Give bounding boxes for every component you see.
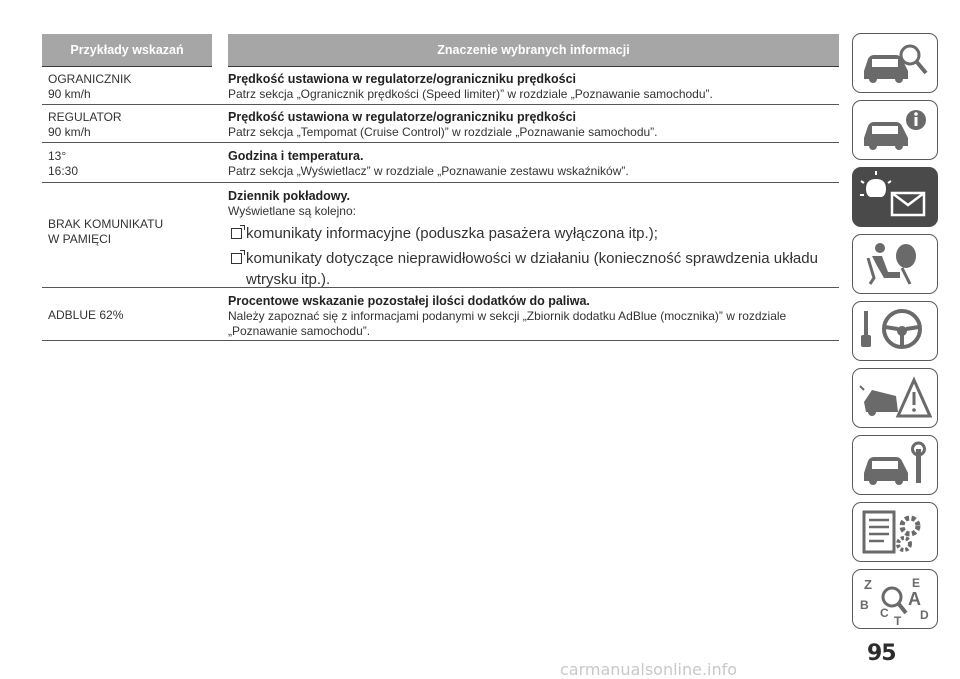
- header-meaning: Znaczenie wybranych informacji: [228, 34, 839, 67]
- watermark-text: carmanualsonline.info: [560, 660, 738, 679]
- alphabet-index-icon: [858, 573, 932, 625]
- table-header: [42, 34, 839, 67]
- example-cell: [42, 149, 228, 182]
- row-description: Patrz sekcja „Wyświetlacz” w rozdziale „Poznawanie zestawu wskaźników”.: [228, 164, 629, 178]
- car-info-icon: [858, 104, 932, 156]
- checkbox-bullet-icon: [231, 228, 242, 239]
- example-line: ADBLUE 62%: [48, 308, 124, 322]
- page-number: 95: [867, 641, 896, 666]
- example-line: W PAMIĘCI: [48, 232, 112, 246]
- car-wrench-icon: [858, 439, 932, 491]
- list-item: komunikaty informacyjne (poduszka pasażera wyłączona itp.);: [228, 223, 839, 244]
- tab-car-overview[interactable]: [852, 33, 938, 93]
- tab-safety[interactable]: [852, 234, 938, 294]
- row-title: Godzina i temperatura.: [228, 149, 364, 163]
- index-letter: T: [894, 614, 902, 625]
- tab-warning-lights[interactable]: [852, 167, 938, 227]
- info-table: [42, 34, 839, 341]
- meaning-cell: [228, 294, 839, 340]
- index-letter: C: [880, 606, 889, 620]
- index-letter: D: [920, 608, 929, 622]
- row-title: Procentowe wskazanie pozostałej ilości dodatków do paliwa.: [228, 294, 590, 308]
- airbag-seat-icon: [858, 238, 932, 290]
- index-letter: B: [860, 598, 869, 612]
- warning-light-message-icon: [858, 171, 932, 223]
- table-row: [42, 105, 839, 143]
- index-letter: E: [912, 576, 921, 590]
- index-letter: Z: [864, 577, 872, 592]
- table-row: [42, 288, 839, 341]
- example-line: BRAK KOMUNIKATU: [48, 217, 164, 231]
- tab-technical-data[interactable]: [852, 502, 938, 562]
- tab-maintenance[interactable]: [852, 435, 938, 495]
- table-row: [42, 67, 839, 105]
- example-cell: [42, 72, 228, 104]
- meaning-cell: [228, 189, 839, 287]
- chapter-tabs: [852, 33, 940, 636]
- example-line: REGULATOR: [48, 110, 122, 124]
- row-description: Należy zapoznać się z informacjami podanymi w sekcji „Zbiornik dodatku AdBlue (mocznika)” w rozdziale „Poznawanie samochodu”.: [228, 309, 787, 338]
- example-cell: [42, 110, 228, 142]
- list-item: komunikaty dotyczące nieprawidłowości w działaniu (konieczność sprawdzenia układu wtrysku itp.).: [228, 248, 839, 290]
- index-letter: A: [908, 589, 921, 609]
- row-title: Prędkość ustawiona w regulatorze/ograniczniku prędkości: [228, 110, 577, 124]
- example-cell: [42, 294, 228, 340]
- example-line: 90 km/h: [48, 87, 91, 101]
- key-steering-wheel-icon: [858, 305, 932, 357]
- example-line: 13°: [48, 149, 67, 163]
- car-magnifier-icon: [858, 37, 932, 89]
- row-description: Patrz sekcja „Ogranicznik prędkości (Speed limiter)” w rozdziale „Poznawanie samochodu”.: [228, 87, 713, 101]
- row-description: Patrz sekcja „Tempomat (Cruise Control)” w rozdziale „Poznawanie samochodu”.: [228, 125, 658, 139]
- example-line: OGRANICZNIK: [48, 72, 132, 86]
- meaning-cell: [228, 72, 839, 104]
- car-accident-warning-icon: [858, 372, 932, 424]
- table-row: [42, 183, 839, 288]
- tab-emergency[interactable]: [852, 368, 938, 428]
- specs-gear-icon: [858, 506, 932, 558]
- tab-car-info[interactable]: [852, 100, 938, 160]
- header-examples: Przykłady wskazań: [42, 34, 212, 67]
- example-cell: [42, 189, 228, 287]
- meaning-cell: [228, 149, 839, 182]
- checkbox-bullet-icon: [231, 253, 242, 264]
- row-description: Wyświetlane są kolejno:: [228, 204, 356, 218]
- tab-index[interactable]: [852, 569, 938, 629]
- table-row: [42, 143, 839, 183]
- row-title: Dziennik pokładowy.: [228, 189, 351, 203]
- example-line: 90 km/h: [48, 125, 91, 139]
- tab-starting-driving[interactable]: [852, 301, 938, 361]
- example-line: 16:30: [48, 164, 79, 178]
- row-title: Prędkość ustawiona w regulatorze/ograniczniku prędkości: [228, 72, 577, 86]
- meaning-cell: [228, 110, 839, 142]
